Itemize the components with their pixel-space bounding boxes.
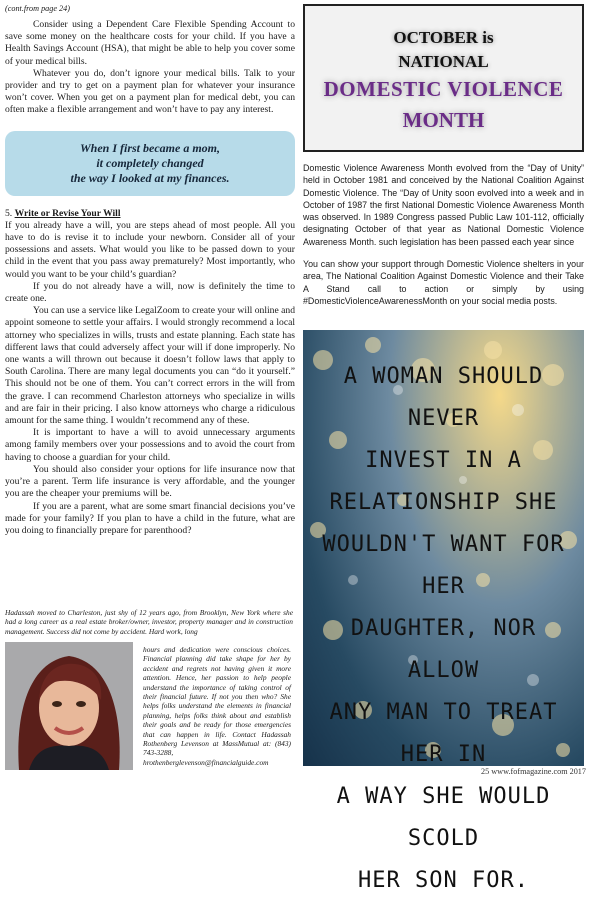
- section-number: 5.: [5, 207, 13, 219]
- pull-quote-line: the way I looked at my finances.: [70, 170, 230, 185]
- section-title: Write or Revise Your Will: [14, 207, 121, 219]
- pull-quote-line: it completely changed: [96, 155, 204, 170]
- poster-line: A WOMAN SHOULD NEVER: [343, 364, 544, 431]
- feature-paragraph: You can show your support through Domestic Violence shelters in your area, The National Coalition Against Domestic Violence and their Take A Stand call to action or simply by using #DomesticViolenceAwarenessMonth on your social media posts.: [303, 259, 584, 306]
- feature-title-line: DOMESTIC VIOLENCE: [323, 77, 564, 101]
- portrait-image: [5, 642, 133, 770]
- section-heading: [5, 208, 295, 220]
- poster-line: A WAY SHE WOULD SCOLD: [336, 784, 551, 851]
- feature-title-line: MONTH: [402, 108, 485, 132]
- bio-text: hours and dedication were conscious choices. Financial planning did take shape for her by accident and regrets not having given it more attention. Hence, her passion to help people understand the importance of taking control of their financial future. If not you then who? She helps folks understand the elements in financial planning, helps folks think about and establish their goals and be ready for those emergencies that can happen in life. Contact Hadassah Rothenberg Levenson at MassMutual at: (843) 743-3288, hrothenberglevenson@financialguide.com: [143, 645, 291, 767]
- feature-title-box: [303, 4, 584, 152]
- poster-line: DAUGHTER, NOR ALLOW: [350, 616, 537, 683]
- left-column: [5, 4, 295, 537]
- article-paragraph: If you do not already have a will, now is definitely the time to create one.: [5, 280, 295, 305]
- author-photo: [5, 642, 133, 770]
- article-paragraph: You can use a service like LegalZoom to create your will online and appoint someone to settle your affairs. I would strongly recommend a local attorney who specializes in wills, trusts and estate planning. Each state has different laws that could adversely affect your will if done improperly. No one wants a will thrown out because it doesn’t follow laws that apply to South Carolina. There are many legal documents you can “do it yourself.” This should not be one of them. You can’t correct errors in the will from the grave. I can recommend Charleston attorneys who specialize in wills and are fair in their pricing. I also know attorneys who charge a ridiculous amount for the same thing. I wouldn’t recommend any of these.: [5, 305, 295, 427]
- poster-line: RELATIONSHIP SHE: [329, 490, 558, 515]
- bio-intro: Hadassah moved to Charleston, just shy of 12 years ago, from Brooklyn, New York where she had a long career as a real estate broker/owner, investor, property manager and in construction management. Success did not come by accident. Hard work, long: [5, 608, 293, 636]
- article-paragraph: You should also consider your options for life insurance now that you’re a parent. Term life insurance is very affordable, and the younger you are the cheaper your premiums will be.: [5, 463, 295, 500]
- right-column: [303, 4, 584, 307]
- pull-quote: [5, 131, 295, 196]
- feature-title-line: OCTOBER is: [393, 28, 494, 47]
- article-paragraph: If you already have a will, you are steps ahead of most people. All you have to do is revise it to include your newborn. Consider all of your possessions and assets. What would you like to be passed down to your child in the event that you pass away prematurely? Most importantly, who would you want to be your child’s guardian?: [5, 219, 295, 280]
- article-paragraph: Consider using a Dependent Care Flexible Spending Account to save some money on the healthcare costs for your child. If you have a Health Savings Account (HSA), that might be able to help you cover some of your medical bills.: [5, 19, 295, 67]
- article-paragraph: It is important to have a will to avoid unnecessary arguments among family members over your possessions and to avoid the court from having to choose a guardian for your child.: [5, 427, 295, 463]
- poster-quote: [303, 356, 584, 902]
- author-bio: [5, 608, 293, 636]
- feature-title-line: NATIONAL: [398, 52, 489, 71]
- pull-quote-line: When I first became a mom,: [80, 140, 220, 155]
- poster-line: INVEST IN A: [365, 448, 522, 473]
- article-paragraph: Whatever you do, don’t ignore your medical bills. Talk to your provider and try to get on a payment plan for whatever your insurance won’t cover. When you get on a payment plan for medical debt, you can often make a flexible arrangement and won’t have to pay any interest.: [5, 67, 295, 116]
- page-footer: 25 www.fofmagazine.com 2017: [481, 767, 586, 776]
- poster-line: HER SON FOR.: [358, 868, 529, 893]
- feature-paragraph: Domestic Violence Awareness Month evolved from the “Day of Unity” held in October 1981 and conceived by the National Coalition Against Domestic Violence. The “Day of Unity soon evolved into a week and in October of 1987 the first National Domestic Violence Awareness Month was observed. In 1989 Congress passed Public Law 101-112, officially designating October of that year as National Domestic Violence Awareness Month. such legislation has been passed each year since: [303, 163, 584, 247]
- poster-line: WOULDN'T WANT FOR HER: [322, 532, 565, 599]
- article-paragraph: If you are a parent, what are some smart financial decisions you’ve made for your family? If you plan to have a child in the future, what are you doing to financially prepare for parenthood?: [5, 500, 295, 536]
- continuation-note: (cont.from page 24): [5, 4, 70, 13]
- poster-line: ANY MAN TO TREAT HER IN: [329, 700, 558, 767]
